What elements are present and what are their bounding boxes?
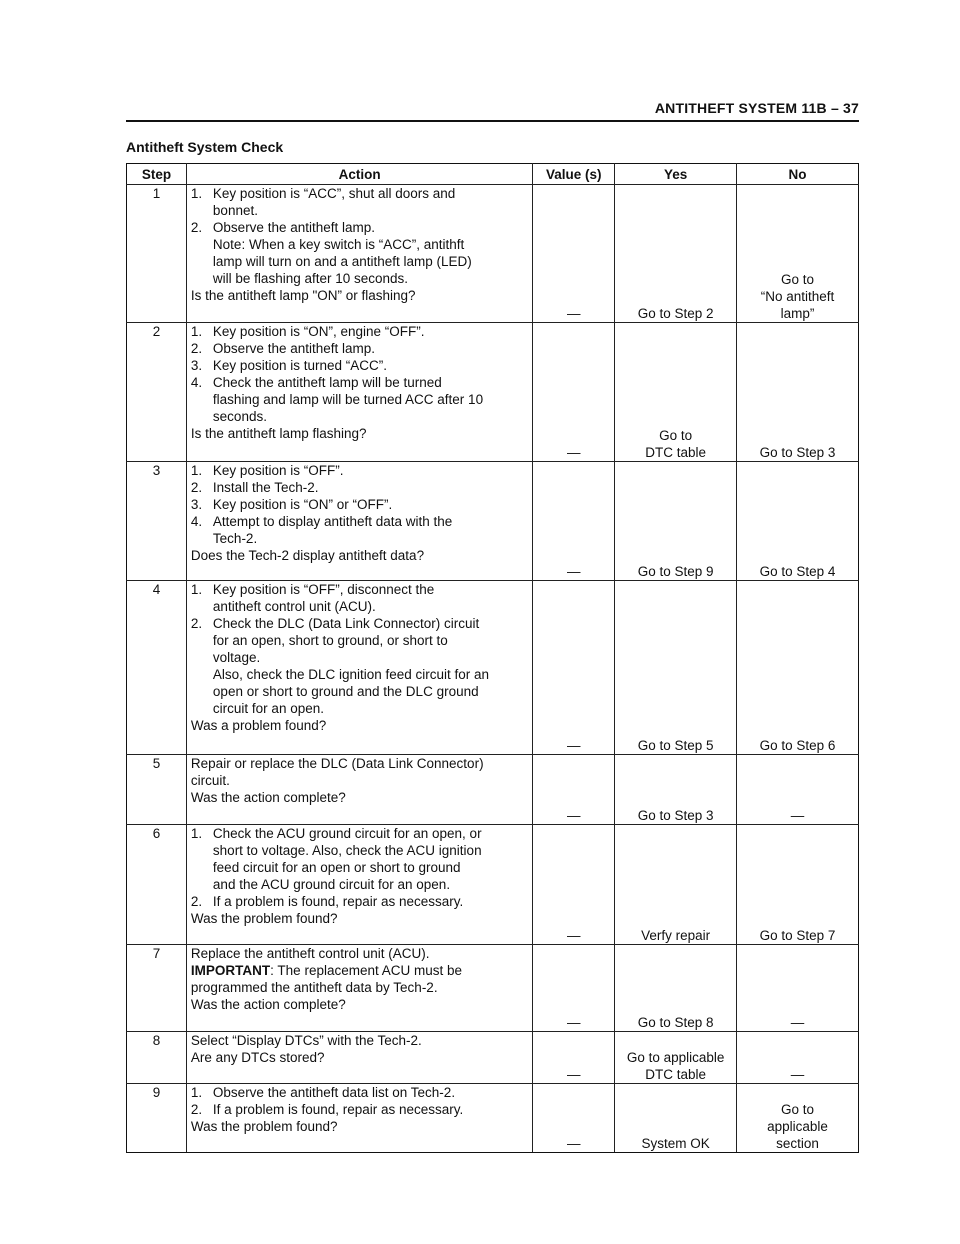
action-item-number: 1. xyxy=(190,463,203,478)
value-cell: — xyxy=(533,323,615,462)
section-title: Antitheft System Check xyxy=(126,139,284,155)
value-cell: — xyxy=(533,581,615,755)
action-cell xyxy=(186,1084,532,1153)
action-text: circuit. xyxy=(190,773,230,788)
no-cell xyxy=(737,1084,859,1153)
yes-text: Verfy repair xyxy=(641,928,711,943)
action-item xyxy=(191,496,528,513)
value-cell: — xyxy=(533,185,615,323)
no-text: Go to xyxy=(781,1102,815,1117)
column-header-value: Value (s) xyxy=(533,164,615,185)
value-cell: — xyxy=(533,1032,615,1084)
action-item xyxy=(191,615,528,632)
value-cell: — xyxy=(533,462,615,581)
yes-text: Go to xyxy=(659,428,693,443)
yes-cell xyxy=(615,755,737,825)
action-item-text: Key position is “OFF”. xyxy=(212,463,344,478)
step-number: 4 xyxy=(127,581,187,755)
column-header-step: Step xyxy=(127,164,187,185)
action-item-continuation: feed circuit for an open or short to ground xyxy=(212,860,461,875)
action-item-continuation: Also, check the DLC ignition feed circuit for an xyxy=(212,667,490,682)
action-item xyxy=(191,479,528,496)
action-item-text: Key position is “ACC”, shut all doors and xyxy=(212,186,456,201)
column-header-yes: Yes xyxy=(615,164,737,185)
table-row xyxy=(127,323,859,462)
action-item xyxy=(191,513,528,530)
action-item-continuation: circuit for an open. xyxy=(212,701,324,716)
action-item-continuation: and the ACU ground circuit for an open. xyxy=(212,877,451,892)
action-item-number: 2. xyxy=(190,480,203,495)
action-question: Was the action complete? xyxy=(190,790,346,805)
action-question: Was a problem found? xyxy=(190,718,327,733)
action-item-text: Observe the antitheft lamp. xyxy=(212,341,376,356)
value-cell: — xyxy=(533,945,615,1032)
no-cell xyxy=(737,462,859,581)
no-text: Go to Step 3 xyxy=(759,445,836,460)
action-item-number: 1. xyxy=(190,324,203,339)
value-cell: — xyxy=(533,1084,615,1153)
action-item-text: Observe the antitheft data list on Tech-2. xyxy=(212,1085,456,1100)
table-row xyxy=(127,825,859,945)
yes-cell xyxy=(615,1032,737,1084)
value-cell: — xyxy=(533,825,615,945)
action-item-text: Key position is “ON” or “OFF”. xyxy=(212,497,393,512)
no-text: section xyxy=(776,1136,819,1151)
action-question: Was the problem found? xyxy=(190,1119,338,1134)
action-item-number: 3. xyxy=(190,358,203,373)
step-number: 5 xyxy=(127,755,187,825)
table-body xyxy=(127,185,859,1153)
step-number: 1 xyxy=(127,185,187,323)
action-item-number: 2. xyxy=(190,616,203,631)
action-question: Does the Tech-2 display antitheft data? xyxy=(190,548,425,563)
no-cell xyxy=(737,185,859,323)
yes-cell xyxy=(615,945,737,1032)
action-item xyxy=(191,340,528,357)
action-cell xyxy=(186,323,532,462)
no-text: — xyxy=(790,1015,805,1030)
table-row xyxy=(127,1084,859,1153)
table-header-row xyxy=(127,164,859,185)
action-item xyxy=(191,1101,528,1118)
action-item-number: 3. xyxy=(190,497,203,512)
action-item xyxy=(191,357,528,374)
yes-text: Go to Step 2 xyxy=(637,306,714,321)
action-item-number: 1. xyxy=(190,1085,203,1100)
action-text: Replace the antitheft control unit (ACU). xyxy=(190,946,430,961)
action-cell xyxy=(186,755,532,825)
action-item-text: Install the Tech-2. xyxy=(212,480,319,495)
important-text: : The replacement ACU must be xyxy=(270,963,463,978)
action-cell xyxy=(186,1032,532,1084)
action-item-text: Key position is turned “ACC”. xyxy=(212,358,387,373)
action-cell xyxy=(186,581,532,755)
no-cell xyxy=(737,945,859,1032)
action-item-continuation: Note: When a key switch is “ACC”, antithft xyxy=(212,237,465,252)
no-text: Go to Step 6 xyxy=(759,738,836,753)
yes-text: Go to Step 3 xyxy=(637,808,714,823)
action-question: Are any DTCs stored? xyxy=(190,1050,325,1065)
action-item xyxy=(191,825,528,842)
yes-text: Go to Step 8 xyxy=(637,1015,714,1030)
action-cell xyxy=(186,825,532,945)
yes-text: System OK xyxy=(641,1136,710,1151)
action-item-number: 1. xyxy=(190,582,203,597)
column-header-action: Action xyxy=(186,164,532,185)
action-cell xyxy=(186,945,532,1032)
action-text: Select “Display DTCs” with the Tech-2. xyxy=(190,1033,422,1048)
yes-text: Go to Step 5 xyxy=(637,738,714,753)
action-item xyxy=(191,1084,528,1101)
step-number: 9 xyxy=(127,1084,187,1153)
action-item-continuation: Tech-2. xyxy=(212,531,258,546)
action-item-number: 1. xyxy=(190,826,203,841)
action-item-text: Key position is “ON”, engine “OFF”. xyxy=(212,324,425,339)
action-item-continuation: flashing and lamp will be turned ACC after 10 xyxy=(212,392,484,407)
action-item-text: If a problem is found, repair as necessary. xyxy=(212,894,464,909)
yes-cell xyxy=(615,323,737,462)
important-note xyxy=(191,962,528,979)
table-row xyxy=(127,945,859,1032)
no-cell xyxy=(737,323,859,462)
table-row xyxy=(127,1032,859,1084)
yes-cell xyxy=(615,825,737,945)
action-item-continuation: for an open, short to ground, or short to xyxy=(212,633,448,648)
action-question: Is the antitheft lamp flashing? xyxy=(190,426,367,441)
action-cell xyxy=(186,185,532,323)
action-cell xyxy=(186,462,532,581)
no-text: — xyxy=(790,1067,805,1082)
step-number: 3 xyxy=(127,462,187,581)
table-row xyxy=(127,462,859,581)
yes-cell xyxy=(615,462,737,581)
step-number: 8 xyxy=(127,1032,187,1084)
action-item-number: 4. xyxy=(190,514,203,529)
action-question: Was the action complete? xyxy=(190,997,346,1012)
important-label: IMPORTANT xyxy=(190,963,271,978)
action-item xyxy=(191,185,528,202)
yes-cell xyxy=(615,1084,737,1153)
action-item-continuation: will be flashing after 10 seconds. xyxy=(212,271,409,286)
no-cell xyxy=(737,581,859,755)
table-row xyxy=(127,185,859,323)
action-item xyxy=(191,374,528,391)
action-item-number: 2. xyxy=(190,1102,203,1117)
action-item xyxy=(191,462,528,479)
action-text: programmed the antitheft data by Tech-2. xyxy=(190,980,438,995)
action-item xyxy=(191,323,528,340)
header-rule xyxy=(126,120,859,122)
yes-cell xyxy=(615,185,737,323)
step-number: 6 xyxy=(127,825,187,945)
yes-text: DTC table xyxy=(645,1067,707,1082)
diagnostic-table xyxy=(126,163,859,1153)
yes-text: Go to applicable xyxy=(626,1050,725,1065)
no-text: lamp” xyxy=(780,306,815,321)
action-item-continuation: short to voltage. Also, check the ACU ignition xyxy=(212,843,482,858)
action-item xyxy=(191,219,528,236)
action-item-text: Check the ACU ground circuit for an open, or xyxy=(212,826,482,841)
action-item-number: 2. xyxy=(190,894,203,909)
page-header: ANTITHEFT SYSTEM 11B – 37 xyxy=(654,100,859,116)
action-item xyxy=(191,581,528,598)
table-row xyxy=(127,755,859,825)
action-item-text: If a problem is found, repair as necessary. xyxy=(212,1102,464,1117)
step-number: 2 xyxy=(127,323,187,462)
action-item-text: Check the antitheft lamp will be turned xyxy=(212,375,442,390)
no-text: — xyxy=(790,808,805,823)
no-text: Go to xyxy=(781,272,815,287)
no-cell xyxy=(737,1032,859,1084)
table-row xyxy=(127,581,859,755)
action-item-continuation: lamp will turn on and a antitheft lamp (LED) xyxy=(212,254,472,269)
no-text: “No antitheft xyxy=(760,289,835,304)
action-item xyxy=(191,893,528,910)
action-item-continuation: bonnet. xyxy=(212,203,258,218)
action-item-number: 1. xyxy=(190,186,203,201)
action-item-text: Key position is “OFF”, disconnect the xyxy=(212,582,435,597)
action-item-continuation: open or short to ground and the DLC ground xyxy=(212,684,479,699)
step-number: 7 xyxy=(127,945,187,1032)
no-cell xyxy=(737,755,859,825)
action-item-continuation: antitheft control unit (ACU). xyxy=(212,599,376,614)
action-question: Was the problem found? xyxy=(190,911,338,926)
action-item-continuation: voltage. xyxy=(212,650,261,665)
value-cell: — xyxy=(533,755,615,825)
column-header-no: No xyxy=(737,164,859,185)
yes-cell xyxy=(615,581,737,755)
action-item-continuation: seconds. xyxy=(212,409,267,424)
no-cell xyxy=(737,825,859,945)
yes-text: DTC table xyxy=(645,445,707,460)
action-item-text: Attempt to display antitheft data with the xyxy=(212,514,453,529)
no-text: applicable xyxy=(767,1119,828,1134)
action-item-number: 4. xyxy=(190,375,203,390)
no-text: Go to Step 4 xyxy=(759,564,836,579)
action-item-number: 2. xyxy=(190,220,203,235)
action-question: Is the antitheft lamp "ON” or flashing? xyxy=(190,288,416,303)
action-item-text: Observe the antitheft lamp. xyxy=(212,220,376,235)
no-text: Go to Step 7 xyxy=(759,928,836,943)
action-text: Repair or replace the DLC (Data Link Connector) xyxy=(190,756,484,771)
action-item-text: Check the DLC (Data Link Connector) circuit xyxy=(212,616,480,631)
yes-text: Go to Step 9 xyxy=(637,564,714,579)
action-item-number: 2. xyxy=(190,341,203,356)
